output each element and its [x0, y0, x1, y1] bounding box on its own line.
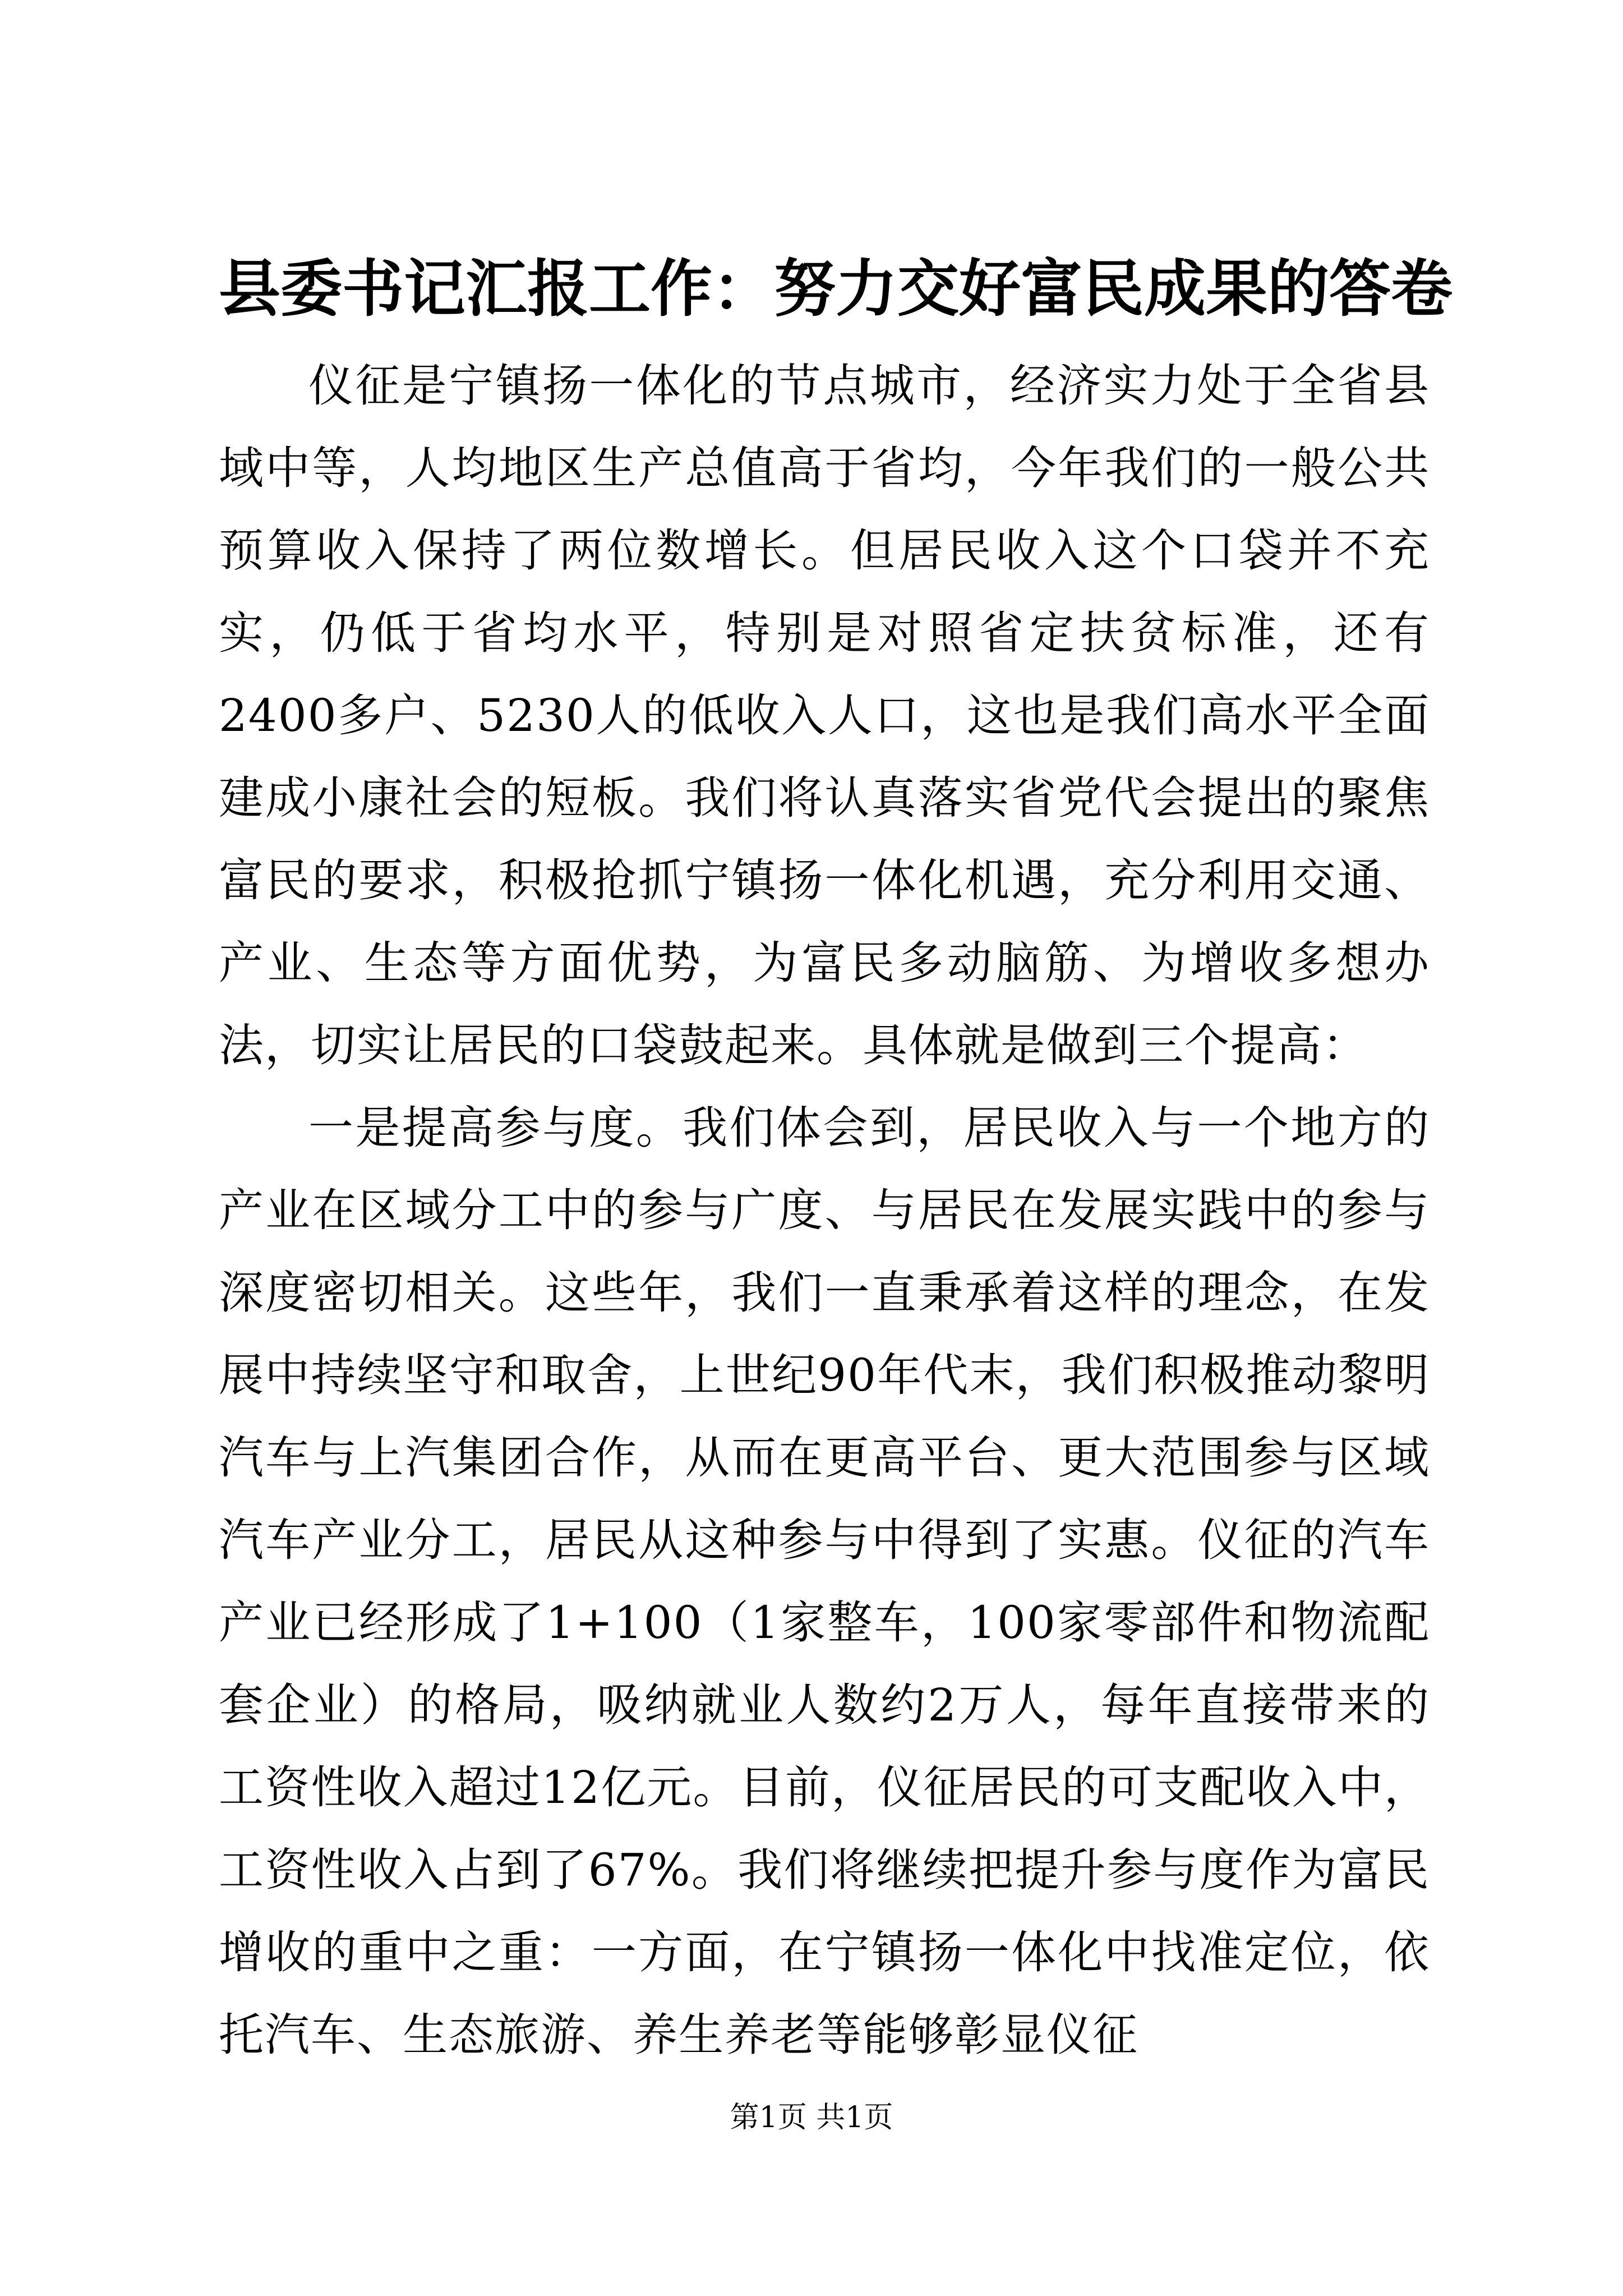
document-title: 县委书记汇报工作：努力交好富民成果的答卷	[219, 252, 1453, 325]
paragraph-intro: 仪征是宁镇扬一体化的节点城市，经济实力处于全省县域中等，人均地区生产总值高于省均，今年我们的一般公共预算收入保持了两位数增长。但居民收入这个口袋并不充实，仍低于省均水平，特别是对照省定扶贫标准，还有2400多户、5230人的低收入人口，这也是我们高水平全面建成小康社会的短板。我们将认真落实省党代会提出的聚焦富民的要求，积极抢抓宁镇扬一体化机遇，充分利用交通、产业、生态等方面优势，为富民多动脑筋、为增收多想办法，切实让居民的口袋鼓起来。具体就是做到三个提高：	[219, 360, 1430, 1071]
paragraph-participation: 一是提高参与度。我们体会到，居民收入与一个地方的产业在区域分工中的参与广度、与居民在发展实践中的参与深度密切相关。这些年，我们一直秉承着这样的理念，在发展中持续坚守和取舍，上世纪90年代末，我们积极推动黎明汽车与上汽集团合作，从而在更高平台、更大范围参与区域汽车产业分工，居民从这种参与中得到了实惠。仪征的汽车产业已经形成了1+100（1家整车，100家零部件和物流配套企业）的格局，吸纳就业人数约2万人，每年直接带来的工资性收入超过12亿元。目前，仪征居民的可支配收入中，工资性收入占到了67%。我们将继续把提升参与度作为富民增收的重中之重：一方面，在宁镇扬一体化中找准定位，依托汽车、生态旅游、养生养老等能够彰显仪征	[219, 1102, 1430, 2061]
page-footer: 第1页 共1页	[730, 2101, 893, 2134]
document-body	[219, 344, 1430, 2076]
